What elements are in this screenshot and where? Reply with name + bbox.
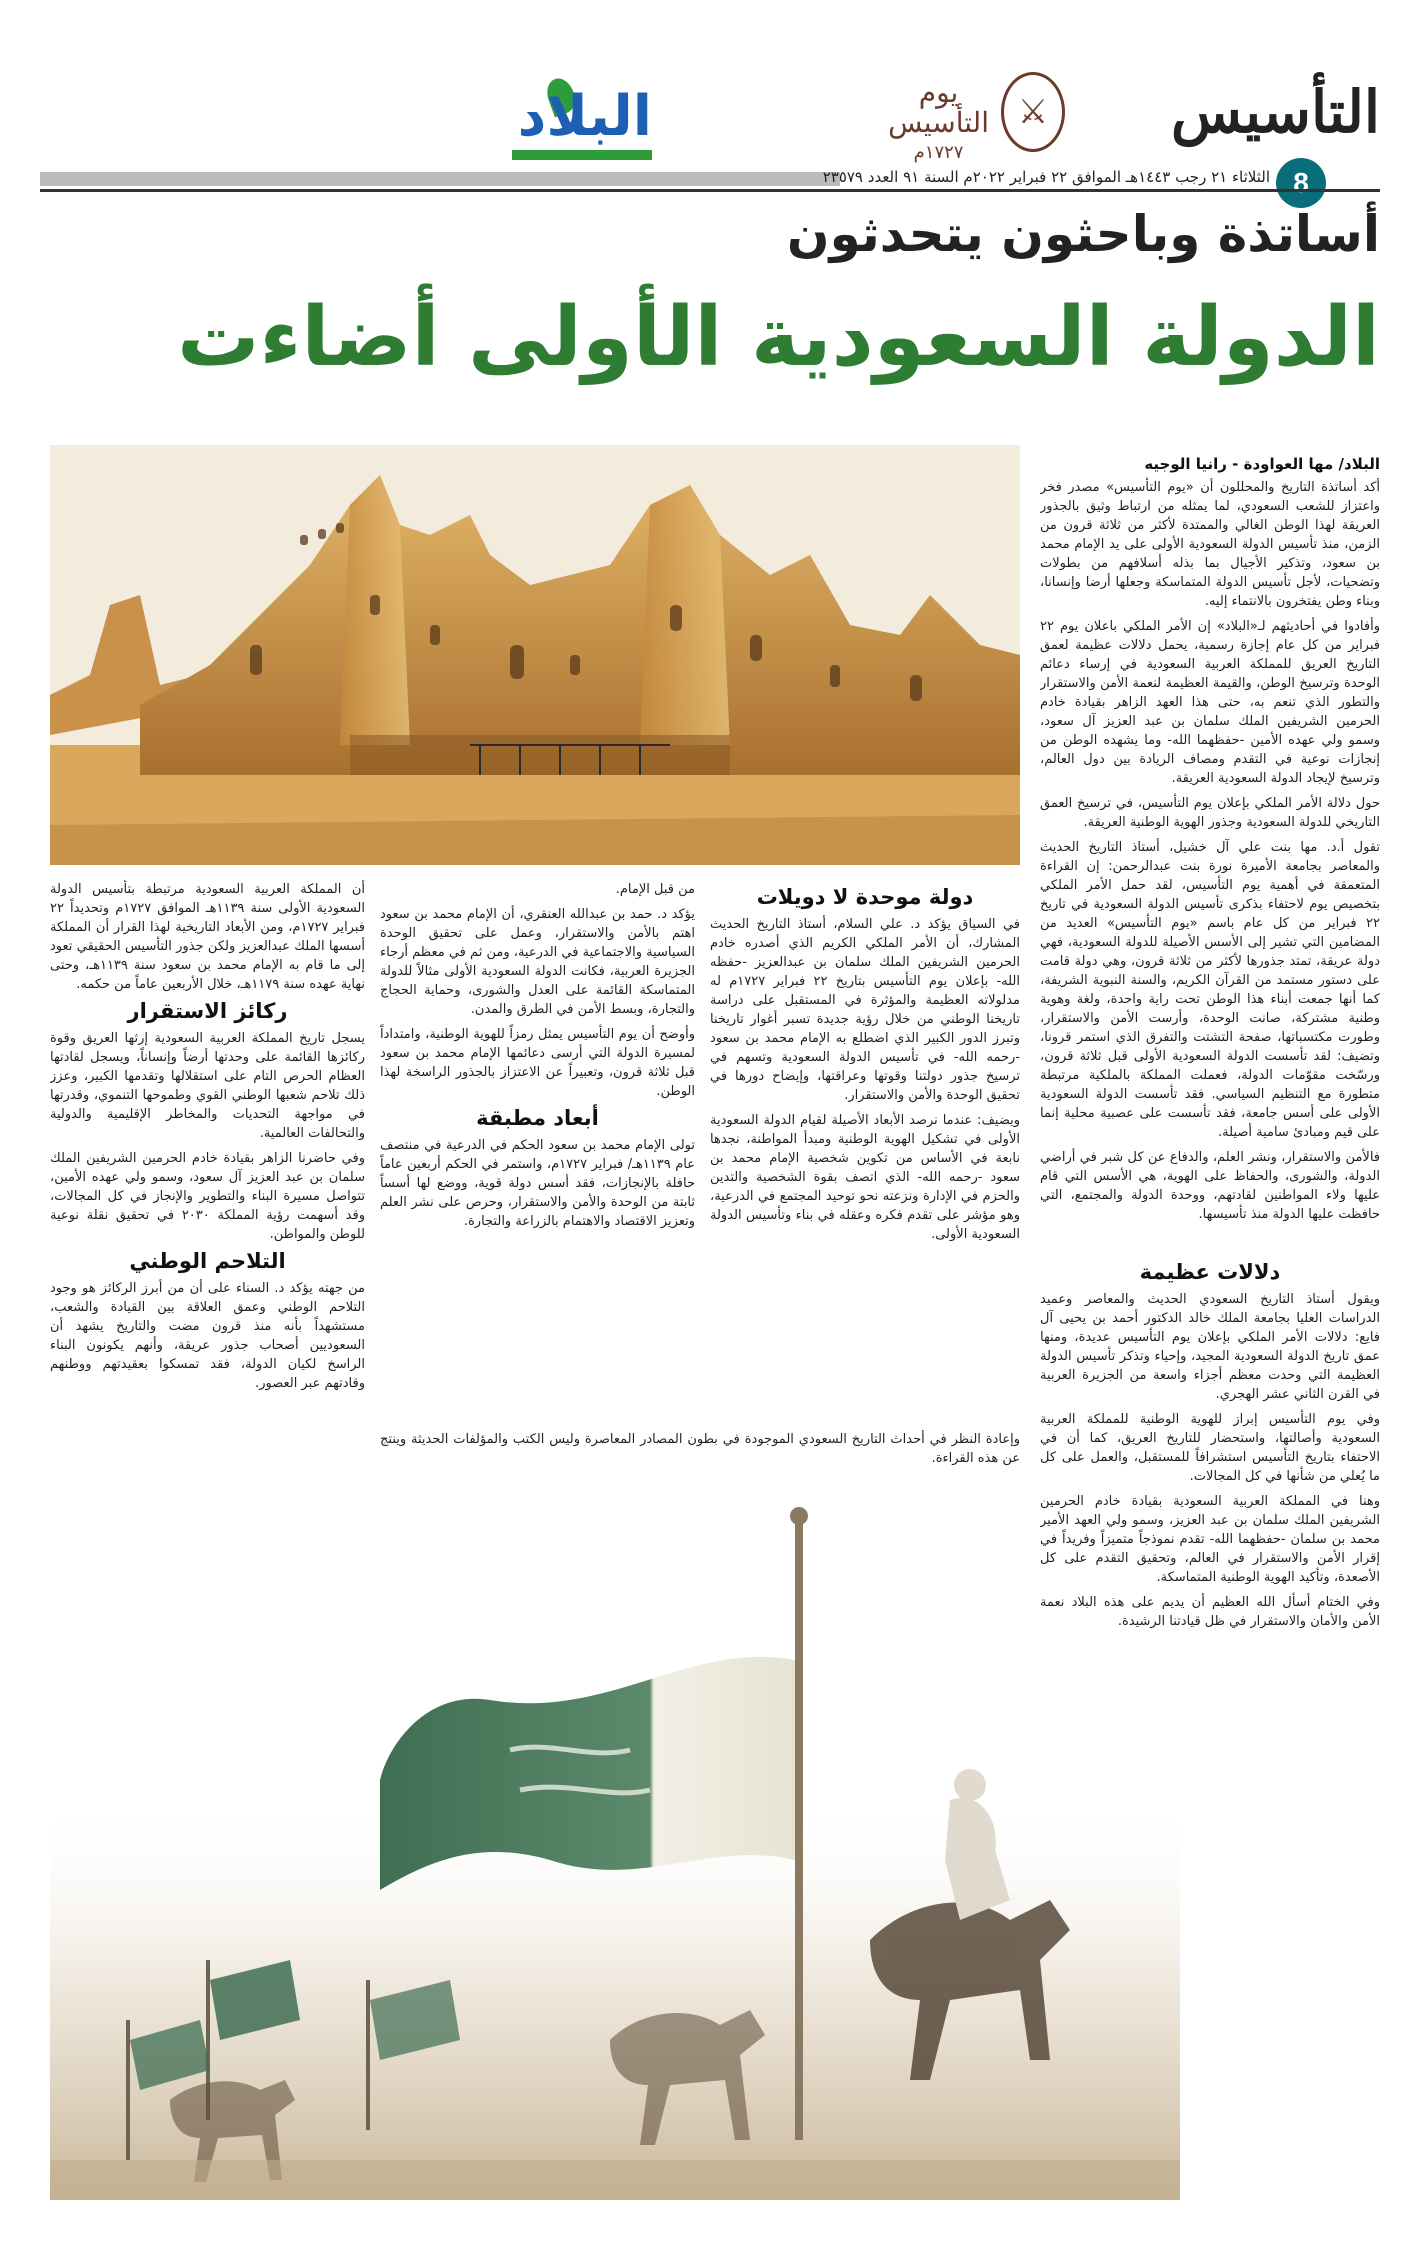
newspaper-logo (500, 84, 660, 160)
subheading: دولة موحدة لا دويلات (756, 885, 974, 909)
subheading: أبعاد مطبقة (476, 1106, 599, 1130)
masthead (40, 60, 1380, 198)
paragraph: يسجل تاريخ المملكة العربية السعودية إرثها العريق وقوة ركائزها القائمة على وحدتها أرضاً وإنساناً، ويسجل لقادتها العظام الحرص التام على استقلالها وتقدمها الكبير، وعزز ذلك تلاحم شعبها الوطني القوي وطموحها التنموي، وقدرتها في مواجهة التحديات والمخاطر الإقليمية والدولية والتحالفات العالمية. (50, 1031, 365, 1141)
paragraph: وأوضح أن يوم التأسيس يمثل رمزاً للهوية الوطنية، وامتداداً لمسيرة الدولة التي أرسى دعائمها الإمام محمد بن سعود قبل ثلاثة قرون، وتعبيراً عن الاعتزاز بالجذور الراسخة لهذا الوطن. (380, 1027, 695, 1099)
article-column-2b (380, 1430, 1020, 1630)
foundation-day-wordmark (888, 78, 989, 168)
paragraph: تولى الإمام محمد بن سعود الحكم في الدرعية في منتصف عام ١١٣٩هـ/ فبراير ١٧٢٧م، واستمر في الحكم أربعين عاماً حافلة بالإنجازات، فقد أسس دولة قوية، ووضع لها أسساً ثابتة من الوحدة والأمن والاستقرار، وحرص على نشر العلم وتعزيز الاقتصاد والاهتمام بالزراعة والتجارة. (380, 1138, 695, 1229)
subheading: دلالات عظيمة (1139, 1260, 1281, 1284)
subheading: ركائز الاستقرار (127, 999, 288, 1023)
paragraph: يؤكد د. حمد بن عبدالله العنقري، أن الإمام محمد بن سعود اهتم بالأمن والاستقرار، وعمل على تحقيق الوحدة السياسية والاجتماعية في الدرعية، ومن ثم في معظم أرجاء الجزيرة العربية، فكانت الدولة السعودية الأولى مثالاً للدولة المتماسكة القائمة على العدل والشورى، وحماية الحجاج والتجارة، وبسط الأمن في الطرق والمدن. (380, 907, 695, 1017)
dateline-text: الثلاثاء ٢١ رجب ١٤٤٣هـ الموافق ٢٢ فبراير ٢٠٢٢م السنة ٩١ العدد ٢٣٥٧٩ (822, 168, 1270, 186)
article-column-4 (50, 880, 365, 1960)
main-headline: الدولة السعودية الأولى أضاءت (177, 290, 1380, 385)
article-column-1 (1040, 455, 1380, 1245)
newspaper-name: البلاد (517, 84, 652, 149)
paragraph: أن المملكة العربية السعودية مرتبطة بتأسيس الدولة السعودية الأولى سنة ١١٣٩هـ الموافق ١٧٢٧م وتحديداً ٢٢ فبراير ١٧٢٧م، ومن الأبعاد التاريخية لهذا القرار أن المملكة أسسها الملك عبدالعزيز ولكن جذور التأسيس الحقيقي تعود إلى ما قام به الإمام محمد بن سعود سنة ١١٣٩هـ، وحتى نهاية عهده سنة ١١٧٩هـ، خلال الأربعين عاماً من حكمه. (50, 882, 365, 992)
paragraph: ويضيف: عندما نرصد الأبعاد الأصيلة لقيام الدولة السعودية الأولى في تشكيل الهوية الوطنية ومبدأ المواطنة، نجدها نابعة في الأساس من تكوين شخصية الإمام محمد بن سعود -رحمه الله- الذي اتصف بقوة الشخصية والتدين والحزم في الإدارة ونزعته نحو توحيد المجتمع في الدرعية، وهو مؤشر على تقدم فكره وعقله في بناء وتأسيس الدولة السعودية الأولى. (710, 1113, 1020, 1242)
paragraph: من جهته يؤكد د. السناء على أن من أبرز الركائز هو وجود التلاحم الوطني وعمق العلاقة بين القيادة والشعب، مستشهداً بأنه منذ قرون مضت والتاريخ يشهد أن السعوديين أصحاب جذور عريقة، وأنهم يكونون البناء الراسخ لكيان الدولة، فقد تمسكوا بعقيدتهم ووطنهم وقادتهم عبر العصور. (50, 1281, 365, 1391)
dateline-divider (40, 172, 840, 186)
paragraph: من قبل الإمام. (615, 882, 695, 897)
paragraph: تقول أ.د. مها بنت علي آل خشيل، أستاذ التاريخ الحديث والمعاصر بجامعة الأميرة نورة بنت عبدالرحمن: إن القراءة المتعمقة في أهمية يوم التأسيس، لقد حمل الأمر الملكي بتخصيص يوم لاحتفاء بذكرى تأسيس الدولة السعودية في تاريخ ٢٢ فبراير من كل عام باسم «يوم التأسيس» العديد من المضامين التي تشير إلى الأسس الأصيلة للدولة السعودية، فهي دولة عريقة، تمتد جذورها لأكثر من ثلاثة قرون، وهي دولة قامت على دستور مستمد من القرآن الكريم، والسنة النبوية الشريفة، كما أنها جمعت أبناء هذا الوطن تحت راية واحدة، ولغة وهوية وطنية مشتركة، صانت الوحدة، وأرست الأمن والاستقرار، وطورت مكتسباتها، صفحة التشتت والتفرق الذي استمر قرونا، وتضيف: لقد تأسست الدولة السعودية الأولى قبل ثلاثة قرون، ورسّخت مقوّمات الدولة، فعملت المملكة بالملكية مرتبطة متطورة مع التنظيم السياسي. فقد تأسست الدولة السعودية الأولى على أسس جامعة، فقد تأسست على عصبية محلية إنما على قيم ومبادئ سامية أصيلة. (1040, 840, 1380, 1140)
paragraph: في السياق يؤكد د. علي السلام، أستاذ التاريخ الحديث المشارك، أن الأمر الملكي الكريم الذي أصدره خادم الحرمين الشريفين الملك سلمان بن عبدالعزيز -حفظه الله- بإعلان يوم التأسيس بتاريخ ٢٢ فبراير ١٧٢٧م له مدلولاته العظيمة والمؤثرة في المستقبل على دراسة تاريخنا الوطني من خلال رؤية جديدة تسبر أغوار تاريخنا وتبرز الدور الكبير الذي اضطلع به الإمام محمد بن سعود -رحمه الله- في تأسيس الدولة السعودية وتسهم في ترسيخ جذور دولتنا وقوتها وعراقتها، وإيضاح دورها في تحقيق الوحدة والأمن والاستقرار. (710, 917, 1020, 1103)
dateline-bar (40, 166, 1380, 192)
foundation-day-logo (865, 70, 1065, 165)
subheading: التلاحم الوطني (129, 1249, 286, 1273)
article-column-2 (710, 880, 1020, 1400)
paragraph: ويقول أستاذ التاريخ السعودي الحديث والمعاصر وعميد الدراسات العليا بجامعة الملك خالد الدكتور أحمد بن يحيى آل فايع: دلالات الأمر الملكي بإعلان يوم التأسيس عديدة، ومنها عمق تاريخ الدولة السعودية المجيد، وإحياء وتذكر تأسيس الدولة العظيمة التي وحدت معظم أجزاء واسعة من الجزيرة العربية في القرن الثاني عشر الهجري. (1040, 1292, 1380, 1402)
mud-brick-ruins-illustration (50, 445, 1020, 865)
paragraph: وفي يوم التأسيس إبراز للهوية الوطنية للمملكة العربية السعودية وأصالتها، واستحضار للتاريخ العريق، كما أن في الاحتفاء بتاريخ التأسيس استشرافاً للمستقبل، والعمل على كل ما يُعلي من شأنها في كل المجالات. (1040, 1412, 1380, 1484)
emblem-icon: ⚔ (1001, 72, 1065, 152)
paragraph: فالأمن والاستقرار، ونشر العلم، والدفاع عن كل شبر في أراضي الدولة، والشورى، والحفاظ على الهوية، هي الأسس التي قام عليها ولاء المواطنين لقادتهم، ووحدة الدولة والمجتمع، التي حافظت عليها الدولة منذ تأسيسها. (1040, 1150, 1380, 1222)
paragraph: وهنا في المملكة العربية السعودية بقيادة خادم الحرمين الشريفين الملك سلمان بن عبد العزيز، وسمو ولي العهد الأمير محمد بن سلمان -حفظهما الله- تقدم نموذجاً متميزاً وفريداً في إقرار الأمن والاستقرار في العالم، وتحقيق التقدم على كل الأصعدة، وتأكيد الهوية الوطنية المتماسكة. (1040, 1494, 1380, 1585)
paragraph: وأفادوا في أحاديثهم لـ«البلاد» إن الأمر الملكي باعلان يوم ٢٢ فبراير من كل عام إجازة رسمية، يحمل دلالات عظيمة لعمق التاريخ العريق للمملكة العربية السعودية في إرساء دعائم الوحدة وترسيخ الوطن، والقيمة العظيمة لنعمة الأمن والاستقرار والتطور الذي تنعم به، حتى هذا العهد الزاهر بقيادة خادم الحرمين الشريفين الملك سلمان بن عبد العزيز آل سعود، وسمو ولي عهده الأمين -حفظهما الله- وما يشهده الوطن من إنجازات نوعية في التقدم ومصاف الريادة بين دول العالم، وترسيخ لإيجاد الدولة السعودية العريقة. (1040, 619, 1380, 786)
paragraph: وفي حاضرنا الزاهر بقيادة خادم الحرمين الشريفين الملك سلمان بن عبد العزيز آل سعود، وسمو ولي عهده الأمين، تتواصل مسيرة البناء والتطوير والإنجاز في كل المجالات، وقد أسهمت رؤية المملكة ٢٠٣٠ في تحقيق نقلة نوعية للوطن والمواطن. (50, 1151, 365, 1242)
paragraph: حول دلالة الأمر الملكي بإعلان يوم التأسيس، في ترسيخ العمق التاريخي للدولة السعودية وجذور الهوية الوطنية العريقة. (1040, 796, 1380, 830)
logo-bar (512, 150, 652, 160)
foundation-logo-year: ١٧٢٧م (913, 142, 964, 163)
paragraph: وإعادة النظر في أحداث التاريخ السعودي الموجودة في بطون المصادر المعاصرة وليس الكتب والمؤلفات الحديثة وينتج عن هذه القراءة. (380, 1432, 1020, 1466)
section-title: التأسيس (1170, 78, 1380, 146)
byline: البلاد/ مها العواودة - رانيا الوجيه (1144, 455, 1380, 473)
paragraph: وفي الختام أسأل الله العظيم أن يديم على هذه البلاد نعمة الأمن والأمان والاستقرار في ظل قيادتنا الرشيدة. (1040, 1595, 1380, 1629)
article-column-3 (380, 880, 695, 1420)
hero-photo-diriyah-ruins (50, 445, 1020, 865)
kicker-headline: أساتذة وباحثون يتحدثون (786, 205, 1380, 263)
foundation-logo-bottom: التأسيس (888, 106, 989, 139)
foundation-logo-top: يوم (918, 76, 959, 109)
paragraph: أكد أساتذة التاريخ والمحللون أن «يوم التأسيس» مصدر فخر واعتزاز للشعب السعودي، لما يمثله من ارتباط وثيق بالجذور العريقة لهذا الوطن الغالي والممتدة لأكثر من ثلاثة قرون من الزمن، منذ تأسيس الدولة السعودية الأولى على يد الإمام محمد بن سعود، وتذكير الأجيال بما بذله أسلافهم من بطولات وتضحيات، لأجل تأسيس الدولة المتماسكة وجعلها أرضا وإنسانا، وبناء وطن يفتخرون بالانتماء إليه. (1040, 480, 1380, 609)
article-column-1b (1040, 1255, 1380, 1865)
page-number-badge: 8 (1276, 158, 1326, 208)
